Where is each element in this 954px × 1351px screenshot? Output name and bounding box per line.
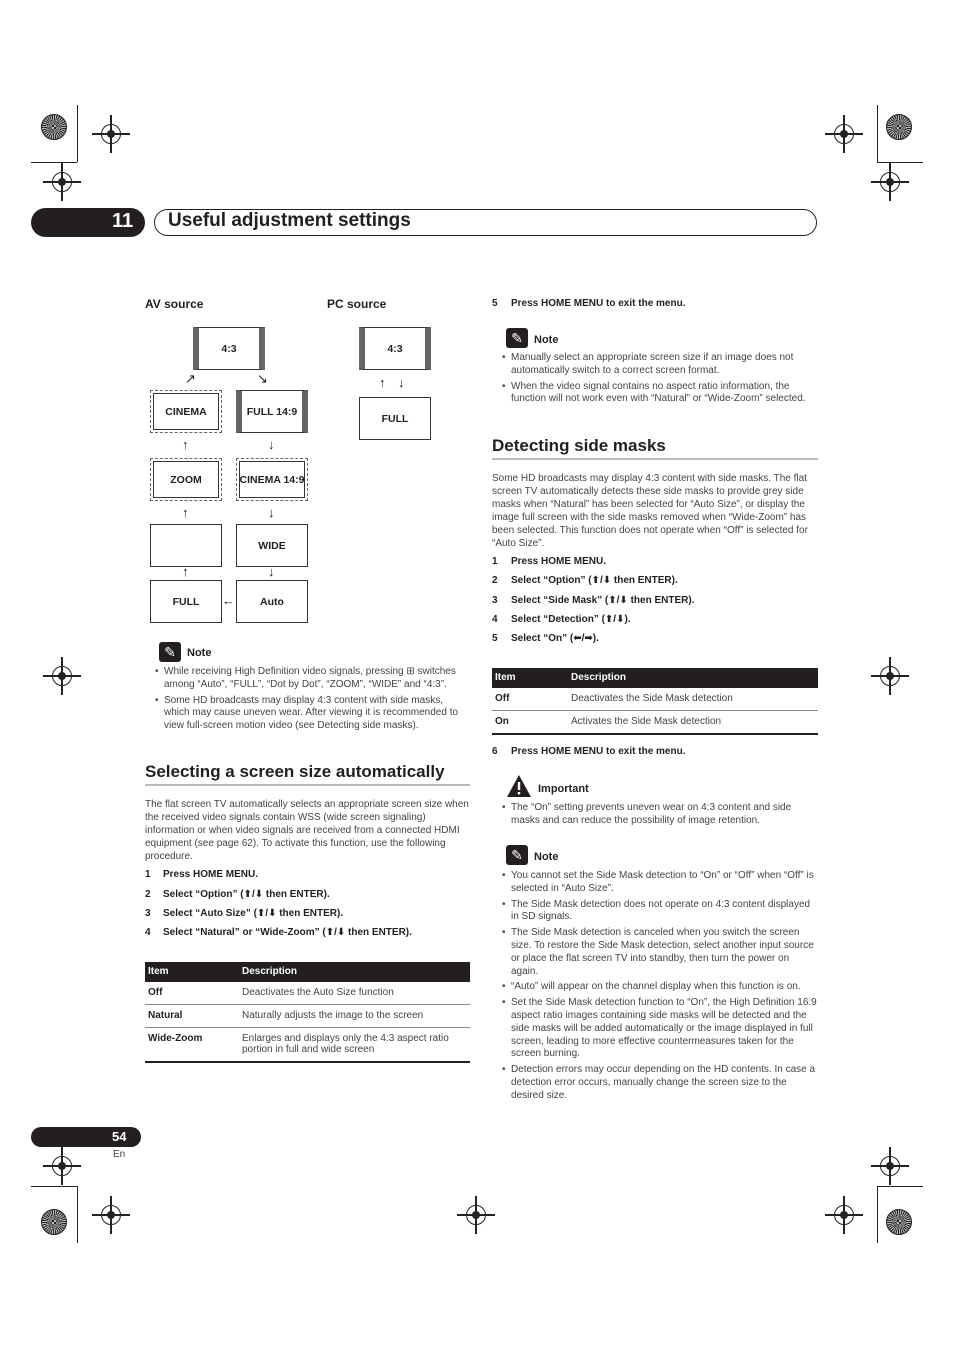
note-pencil-icon: ✎ [506, 328, 528, 348]
table-row [492, 711, 818, 735]
list-item: • Manually select an appropriate screen size if an image does not automatically switch to a correct screen format. [502, 352, 817, 378]
table-cell-item: On [492, 711, 568, 735]
table-cell-description: Naturally adjusts the image to the screen [239, 1005, 470, 1028]
right-note-list [502, 352, 817, 409]
registration-mark-icon [834, 124, 854, 144]
color-target-icon [886, 114, 912, 140]
registration-mark-icon [52, 172, 72, 192]
table-header: Description [239, 962, 470, 982]
step-text: Select “On” (⬅/➡). [511, 633, 599, 644]
arrow-left-icon: ← [222, 593, 235, 608]
table-cell-description: Activates the Side Mask detection [568, 711, 818, 735]
av-box-wide: WIDE [236, 524, 308, 567]
important-label: Important [538, 783, 589, 795]
step-text: Press HOME MENU. [163, 869, 259, 880]
step-text: Press HOME MENU to exit the menu. [511, 298, 686, 309]
step-text: Select “Auto Size” (⬆/⬇ then ENTER). [163, 908, 344, 919]
table-cell-item: Off [145, 982, 239, 1005]
av-box-zoom: ZOOM [150, 458, 222, 501]
note-pencil-icon: ✎ [506, 845, 528, 865]
arrow-icon: ↘ [257, 371, 268, 386]
arrow-icon: ↗ [185, 371, 196, 386]
step-number: 1 [145, 869, 151, 880]
arrow-down-icon: ↓ [268, 505, 275, 520]
table-cell-item: Off [492, 688, 568, 711]
page-language: En [113, 1149, 126, 1160]
av-box-auto: Auto [236, 580, 308, 623]
table-cell-description: Enlarges and displays only the 4:3 aspect ratio portion in full and wide screen [239, 1028, 470, 1063]
list-item: • Detection errors may occur depending on the HD contents. In case a detection error occurs, manually change the screen size to the desired size. [502, 1064, 817, 1102]
arrow-up-icon: ↑ [182, 505, 189, 520]
list-item: • When the video signal contains no aspect ratio information, the function will not work even with “Natural” or “Wide-Zoom” selected. [502, 381, 817, 407]
note-pencil-icon: ✎ [159, 642, 181, 662]
table-row [145, 982, 470, 1005]
step-text: Select “Option” (⬆/⬇ then ENTER). [511, 575, 678, 586]
step-number: 2 [145, 889, 151, 900]
av-box-4-3: 4:3 [193, 327, 265, 370]
step-text: Press HOME MENU to exit the menu. [511, 746, 686, 757]
list-item: • The “On” setting prevents uneven wear on 4:3 content and side masks and can reduce the possibility of image retention. [502, 802, 817, 828]
left-note-list [155, 666, 469, 736]
table-cell-item: Wide-Zoom [145, 1028, 239, 1063]
registration-mark-icon [880, 666, 900, 686]
registration-mark-icon [834, 1205, 854, 1225]
step-number: 3 [145, 908, 151, 919]
pc-box-full: FULL [359, 397, 431, 440]
table-header: Item [145, 962, 239, 982]
list-item: • Set the Side Mask detection function to “On”, the High Definition 16:9 aspect ratio images containing side masks will be detected and the side masks will be added automatically or the image displayed in full screen, leading to more effective countermeasures taken for the screen burning. [502, 997, 817, 1061]
step-number: 3 [492, 595, 498, 606]
note-label: Note [534, 851, 559, 863]
av-source-label: AV source [145, 297, 204, 311]
pc-box-4-3: 4:3 [359, 327, 431, 370]
section-rule [492, 458, 818, 460]
step-number: 1 [492, 556, 498, 567]
registration-mark-icon [52, 1156, 72, 1176]
important-list [502, 802, 817, 831]
arrow-down-icon: ↓ [268, 564, 275, 579]
step-text: Select “Natural” or “Wide-Zoom” (⬆/⬇ then ENTER). [163, 927, 412, 938]
list-item: • “Auto” will appear on the channel display when this function is on. [502, 981, 817, 994]
auto-size-intro: The flat screen TV automatically selects an appropriate screen size when the received video signals contain WSS (wide screen signaling) information or when video signals are received from a connected HDMI equipment (see page 62). To activate this function, use the following procedure. [145, 799, 469, 862]
step-number: 5 [492, 298, 498, 309]
av-box-blank [150, 524, 222, 567]
arrow-up-icon: ↑ [182, 437, 189, 452]
side-mask-note-list [502, 870, 817, 1106]
av-box-cinema: CINEMA [150, 390, 222, 433]
table-cell-description: Deactivates the Auto Size function [239, 982, 470, 1005]
registration-mark-icon [101, 124, 121, 144]
table-row [492, 688, 818, 711]
arrow-down-icon: ↓ [398, 375, 405, 390]
table-header: Item [492, 668, 568, 688]
color-target-icon [41, 114, 67, 140]
av-box-full-14-9: FULL 14:9 [236, 390, 308, 433]
step-number: 4 [145, 927, 151, 938]
step-number: 4 [492, 614, 498, 625]
list-item: • The Side Mask detection is canceled when you switch the screen size. To restore the Side Mask detection, select another input source or place the flat screen TV into standby, then turn the power on again. [502, 927, 817, 978]
warning-icon [506, 774, 532, 798]
step-number: 6 [492, 746, 498, 757]
av-box-full: FULL [150, 580, 222, 623]
chapter-title: Useful adjustment settings [168, 210, 411, 231]
side-mask-table [492, 668, 818, 735]
table-row [145, 1028, 470, 1063]
arrow-down-icon: ↓ [268, 437, 275, 452]
registration-mark-icon [101, 1205, 121, 1225]
list-item: • Some HD broadcasts may display 4:3 content with side masks, which may cause uneven wear. After viewing it is recommended to view full-screen motion video (see Detecting side masks). [155, 695, 469, 733]
av-box-cinema-14-9: CINEMA 14:9 [236, 458, 308, 501]
side-masks-intro: Some HD broadcasts may display 4:3 content with side masks. The flat screen TV automatically detects these side masks to provide grey side masks when “Natural” has been selected for “Auto Size”, or display the image full screen with the side masks removed when “Wide-Zoom” has been selected. This function does not operate when “Off” is selected for “Auto Size”. [492, 473, 808, 549]
chapter-number: 11 [112, 210, 134, 232]
table-header-row [492, 668, 818, 688]
color-target-icon [886, 1209, 912, 1235]
step-text: Select “Option” (⬆/⬇ then ENTER). [163, 889, 330, 900]
table-cell-description: Deactivates the Side Mask detection [568, 688, 818, 711]
section-heading-auto-size: Selecting a screen size automatically [145, 762, 445, 781]
arrow-up-icon: ↑ [182, 564, 189, 579]
list-item: • While receiving High Definition video signals, pressing ⊞ switches among “Auto”, “FULL”, “Dot by Dot”, “ZOOM”, “WIDE” and “4:3”. [155, 666, 469, 692]
page-number: 54 [112, 1129, 127, 1144]
note-label: Note [534, 334, 559, 346]
step-text: Select “Side Mask” (⬆/⬇ then ENTER). [511, 595, 695, 606]
auto-size-table [145, 962, 470, 1063]
step-text: Select “Detection” (⬆/⬇). [511, 614, 631, 625]
registration-mark-icon [52, 666, 72, 686]
registration-mark-icon [880, 1156, 900, 1176]
table-header-row [145, 962, 470, 982]
table-row [145, 1005, 470, 1028]
note-label: Note [187, 647, 212, 659]
list-item: • You cannot set the Side Mask detection to “On” or “Off” when “Off” is selected in “Auto Size”. [502, 870, 817, 896]
color-target-icon [41, 1209, 67, 1235]
arrow-up-icon: ↑ [379, 375, 386, 390]
list-item: • The Side Mask detection does not operate on 4:3 content displayed in SD signals. [502, 899, 817, 925]
section-heading-side-masks: Detecting side masks [492, 436, 666, 455]
table-cell-item: Natural [145, 1005, 239, 1028]
registration-mark-icon [466, 1205, 486, 1225]
step-text: Press HOME MENU. [511, 556, 607, 567]
step-number: 5 [492, 633, 498, 644]
pc-source-label: PC source [327, 297, 387, 311]
table-header: Description [568, 668, 818, 688]
registration-mark-icon [880, 172, 900, 192]
section-rule [145, 784, 470, 786]
step-number: 2 [492, 575, 498, 586]
